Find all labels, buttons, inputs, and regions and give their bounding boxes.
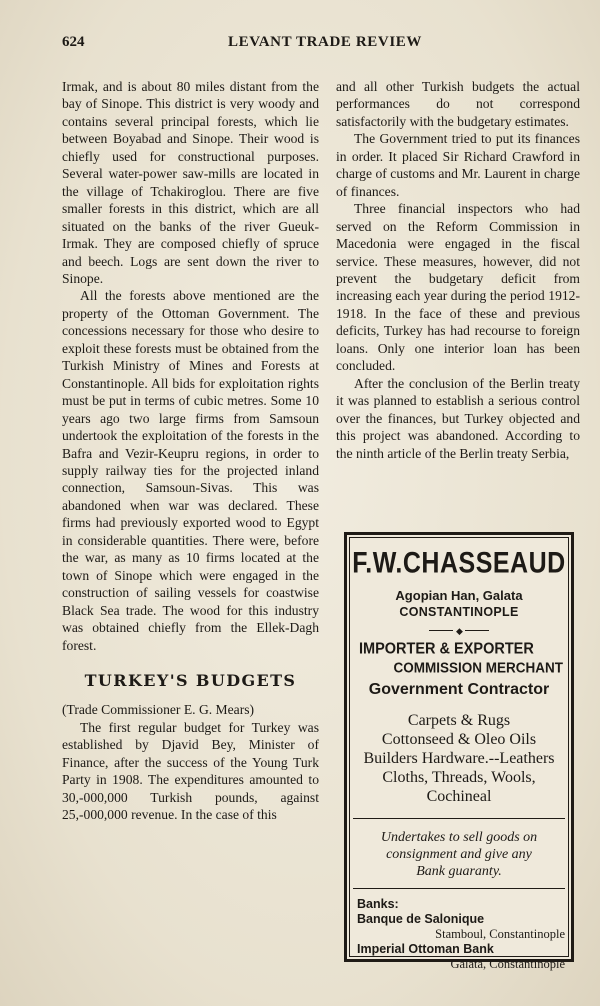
ad-goods-line: Builders Hardware.--Leathers [363, 750, 555, 767]
ad-goods-line: Cottonseed & Oleo Oils [381, 731, 537, 748]
ad-bank-name: Banque de Salonique [357, 912, 485, 926]
ad-goods-line: Carpets & Rugs [407, 712, 511, 729]
page-number: 624 [62, 34, 85, 50]
left-column [62, 78, 319, 824]
diamond-icon: ◆ [456, 626, 463, 636]
ad-company-name: F.W.CHASSEAUD [352, 546, 566, 580]
paragraph: Irmak, and is about 80 miles distant from the bay of Sinope. This district is very woody and contains several principal forests, which lie between Boyabad and Sinope. Their wood is chiefly used for constructional purposes. Several water-power saw-mills are located in the village of Tchakiroglou. There are five smaller forests in this district, which are all situated on the banks of the river Gueuk-Irmak. They are composed chiefly of spruce and beech. Logs are sent down the river to Sinope. [62, 79, 319, 286]
paragraph: The first regular budget for Turkey was established by Djavid Bey, Minister of Finance, after the success of the Young Turk Party in 1908. The expenditures amounted to 30,-000,000 Turkish pounds, against 25,-000,000 revenue. In the case of this [62, 719, 319, 823]
advertisement [344, 532, 574, 971]
paragraph: After the conclusion of the Berlin treaty it was planned to establish a serious control over the finances, but Turkey objected and this project was abandoned. According to the ninth article of the Berlin treaty Serbia, [336, 375, 580, 461]
ad-goods [347, 711, 571, 806]
ad-bank-name: Imperial Ottoman Bank [357, 942, 494, 956]
ad-terms-line: Bank guaranty. [416, 864, 502, 879]
paragraph: and all other Turkish budgets the actual performances do not correspond satisfactorily with the budgetary estimates. [336, 79, 580, 129]
ad-banks [357, 897, 571, 972]
right-column [336, 78, 580, 462]
ad-goods-line: Cochineal [426, 788, 492, 805]
ad-commission: COMMISSION MERCHANT [393, 659, 563, 676]
page-header [62, 34, 582, 56]
section-title: TURKEY'S BUDGETS [84, 670, 297, 690]
ad-importer: IMPORTER & EXPORTER [359, 640, 534, 658]
ad-contractor: Government Contractor [368, 681, 550, 698]
paragraph: Three financial inspectors who had served on the Reform Commission in Macedonia were engaged in the fiscal service. These measures, however, did not prevent the budgetary deficit from increasing each year during the period 1912-1918. In the face of these and previous deficits, Turkey has had recourse to foreign loans. Only one interior loan has been concluded. [336, 201, 580, 374]
paragraph: The Government tried to put its finances in order. It placed Sir Richard Crawford in charge of customs and Mr. Laurent in charge of finances. [336, 131, 580, 199]
byline: (Trade Commissioner E. G. Mears) [62, 702, 255, 718]
ad-bank-location: Galata, Constantinople [450, 957, 565, 971]
ad-bank-location: Stamboul, Constantinople [435, 927, 565, 941]
ad-terms-line: Undertakes to sell goods on [380, 830, 538, 845]
ad-banks-label: Banks: [357, 897, 399, 911]
journal-title: LEVANT TRADE REVIEW [228, 34, 422, 50]
paragraph: All the forests above mentioned are the property of the Ottoman Government. The concessions necessary for those who desire to exploit these forests must be obtained from the Turkish Ministry of Mines and Forests at Constantinople. All bids for exploitation rights must be put in terms of cubic metres. Some 10 years ago two large firms from Samsoun undertook the exploitation of the forests in the Bafra and Vezir-Keupru regions, in order to supply railway ties for the projected inland connection, Samsoun-Sivas. This was abandoned when war was declared. These firms had previously exported wood to Egypt in considerable quantities. There were, before the war, as many as 10 firms located at the town of Sinope which were engaged in the construction of sailing vessels for coastwise Black Sea trade. The wood for this industry was obtained chiefly from the Ellek-Dagh forest. [62, 288, 319, 653]
ad-goods-line: Cloths, Threads, Wools, [382, 769, 536, 786]
ad-terms [353, 829, 565, 880]
ad-city: CONSTANTINOPLE [399, 605, 519, 619]
ad-terms-line: consignment and give any [386, 847, 532, 862]
ad-address: Agopian Han, Galata [395, 588, 523, 603]
ad-terms-box [353, 818, 565, 889]
ad-divider [429, 625, 489, 637]
